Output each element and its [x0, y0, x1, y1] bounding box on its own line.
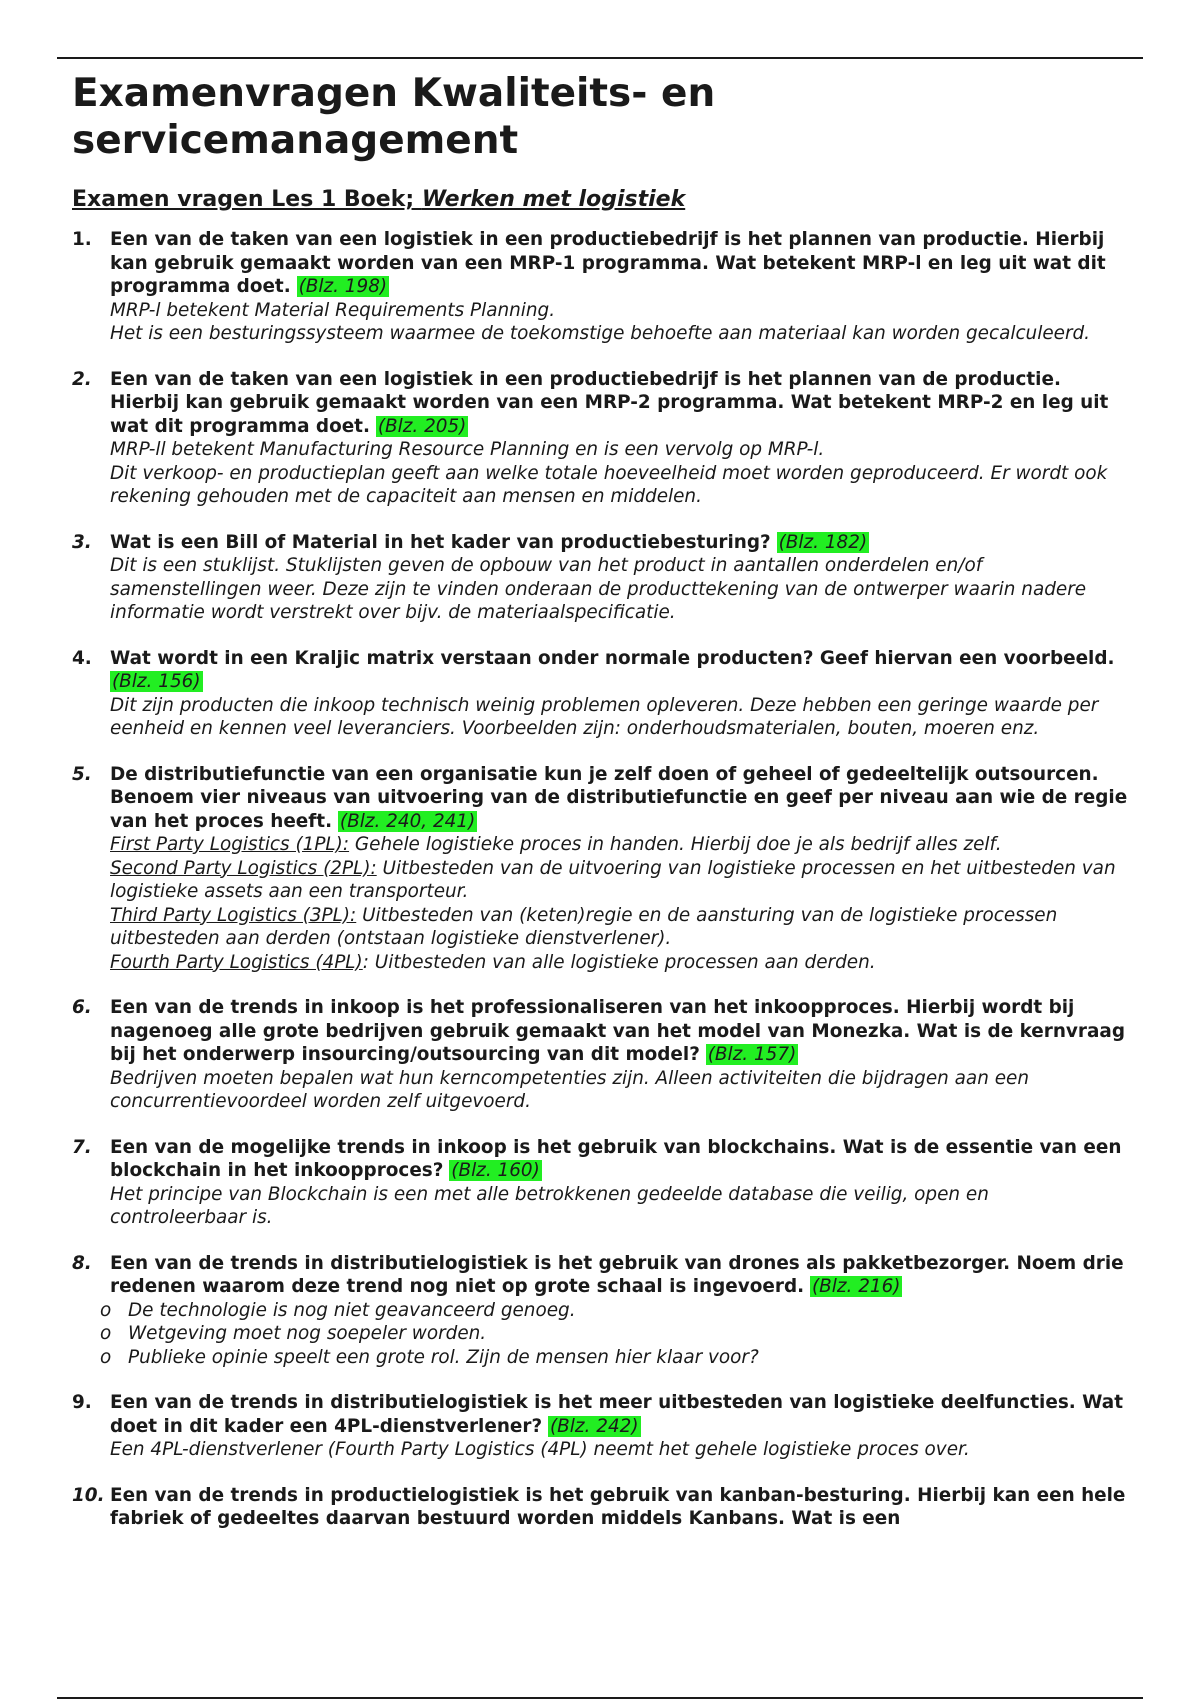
page-title: Examenvragen Kwaliteits- en servicemanagement	[72, 71, 716, 163]
question-7	[72, 1136, 1128, 1230]
question-text: De distributiefunctie van een organisatie kun je zelf doen of geheel of gedeeltelijk outsourcen. Benoem vier niveaus van uitvoering van de distributiefunctie en geef per niveau aan wie de regie van het proces heeft.	[110, 763, 1128, 832]
page-reference: (Blz. 216)	[811, 1276, 901, 1297]
list-item: o Publieke opinie speelt een grote rol. Zijn de mensen hier klaar voor?	[100, 1346, 759, 1368]
document-page	[72, 70, 1128, 1553]
question-text: Een van de trends in inkoop is het professionaliseren van het inkoopproces. Hierbij wordt bij nagenoeg alle grote bedrijven gebruik gemaakt van het model van Monezka. Wat is de kernvraag bij het onderwerp insourcing/outsourcing van dit model?	[110, 997, 1125, 1065]
question-2	[72, 368, 1128, 509]
list-item: o De technologie is nog niet geavanceerd genoeg.	[100, 1299, 576, 1321]
question-number: 10.	[72, 1484, 105, 1506]
page-reference: (Blz. 160)	[451, 1160, 540, 1181]
level-label: Third Party Logistics (3PL):	[110, 904, 357, 926]
level-label: Second Party Logistics (2PL):	[110, 857, 377, 879]
question-9	[72, 1391, 1128, 1462]
answer-line: Het is een besturingssysteem waarmee de toekomstige behoefte aan materiaal kan worden gecalculeerd.	[110, 323, 1091, 344]
question-text: Wat wordt in een Kraljic matrix verstaan onder normale producten? Geef hiervan een voorbeeld.	[110, 647, 1115, 669]
page-reference: (Blz. 156)	[112, 671, 201, 692]
question-text: Wat is een Bill of Material in het kader van productiebesturing?	[110, 531, 771, 553]
answer-line: Een 4PL-dienstverlener (Fourth Party Logistics (4PL) neemt het gehele logistieke proces over.	[110, 1439, 970, 1460]
question-number: 8.	[72, 1252, 92, 1274]
question-number: 5.	[72, 763, 92, 785]
question-number: 1.	[72, 229, 92, 250]
answer-line: MRP-l betekent Material Requirements Planning.	[110, 299, 556, 321]
question-number: 4.	[72, 647, 92, 669]
bullet-marker: o	[100, 1323, 112, 1344]
answer-line: First Party Logistics (1PL): Gehele logistieke proces in handen. Hierbij doe je als bedrijf alles zelf.	[110, 834, 1002, 855]
question-number: 2.	[72, 368, 92, 390]
question-4	[72, 647, 1128, 741]
question-5	[72, 763, 1128, 975]
question-text: Een van de taken van een logistiek in een productiebedrijf is het plannen van productie. Hierbij kan gebruik gemaakt worden van een MRP-1 programma. Wat betekent MRP-l en leg uit wat dit programma doet.	[110, 229, 1106, 297]
question-number: 7.	[72, 1136, 92, 1158]
answer-line: Fourth Party Logistics (4PL): Uitbesteden van alle logistieke processen aan derden.	[110, 951, 876, 973]
page-reference: (Blz. 157)	[707, 1044, 797, 1065]
level-label: First Party Logistics (1PL):	[110, 834, 350, 855]
answer-line: Het principe van Blockchain is een met alle betrokkenen gedeelde database die veilig, open en controleerbaar is.	[110, 1183, 989, 1228]
page-reference: (Blz. 182)	[778, 531, 868, 553]
question-1	[72, 228, 1128, 346]
bullet-marker: o	[100, 1299, 112, 1321]
question-text: Een van de trends in productielogistiek is het gebruik van kanban-besturing. Hierbij kan een hele fabriek of gedeeltes daarvan bestuurd worden middels Kanbans. Wat is een	[110, 1484, 1126, 1529]
page-reference: (Blz. 205)	[377, 415, 467, 437]
question-text: Een van de taken van een logistiek in een productiebedrijf is het plannen van de productie. Hierbij kan gebruik gemaakt worden van een MRP-2 programma. Wat betekent MRP-2 en leg uit wat dit programma doet.	[110, 368, 1109, 437]
page-reference: (Blz. 242)	[550, 1415, 639, 1437]
section-subtitle: Examen vragen Les 1 Boek; Werken met logistiek	[72, 187, 686, 212]
question-10	[72, 1484, 1128, 1531]
top-rule	[57, 57, 1143, 59]
answer-line: Second Party Logistics (2PL): Uitbesteden van de uitvoering van logistieke processen en het uitbesteden van logistieke assets aan een transporteur.	[110, 857, 1116, 902]
list-item: o Wetgeving moet nog soepeler worden.	[100, 1323, 487, 1344]
question-number: 9.	[72, 1392, 92, 1413]
question-3	[72, 531, 1128, 625]
question-text: Een van de trends in distributielogistiek is het meer uitbesteden van logistieke deelfuncties. Wat doet in dit kader een 4PL-dienstverlener?	[110, 1392, 1123, 1437]
answer-line: Third Party Logistics (3PL): Uitbesteden van (keten)regie en de aansturing van de logistieke processen uitbesteden aan derden (ontstaan logistieke dienstverlener).	[110, 904, 1058, 949]
bottom-rule	[57, 1697, 1143, 1699]
question-text: Een van de mogelijke trends in inkoop is het gebruik van blockchains. Wat is de essentie van een blockchain in het inkoopproces?	[110, 1136, 1122, 1181]
answer-line: Dit zijn producten die inkoop technisch weinig problemen opleveren. Deze hebben een geringe waarde per eenheid en kennen veel leveranciers. Voorbeelden zijn: onderhoudsmaterialen, bouten, moeren enz.	[110, 694, 1099, 739]
answer-line: Bedrijven moeten bepalen wat hun kerncompetenties zijn. Alleen activiteiten die bijdragen aan een concurrentievoordeel worden zelf uitgevoerd.	[110, 1067, 1029, 1112]
page-reference: (Blz. 198)	[298, 276, 388, 297]
question-number: 6.	[72, 997, 92, 1018]
bullet-marker: o	[100, 1346, 112, 1368]
question-number: 3.	[72, 531, 92, 553]
bullet-list	[100, 1299, 1128, 1370]
book-title: Werken met logistiek	[421, 187, 686, 212]
level-label: Fourth Party Logistics (4PL)	[110, 951, 363, 973]
question-8	[72, 1252, 1128, 1370]
question-text: Een van de trends in distributielogistiek is het gebruik van drones als pakketbezorger. Noem drie redenen waarom deze trend nog niet op grote schaal is ingevoerd.	[110, 1252, 1124, 1297]
page-reference: (Blz. 240, 241)	[339, 810, 476, 832]
question-6	[72, 996, 1128, 1114]
answer-line: Dit verkoop- en productieplan geeft aan welke totale hoeveelheid moet worden geproduceerd. Er wordt ook rekening gehouden met de capaciteit aan mensen en middelen.	[110, 462, 1108, 507]
answer-line: MRP-ll betekent Manufacturing Resource Planning en is een vervolg op MRP-l.	[110, 439, 825, 460]
answer-line: Dit is een stuklijst. Stuklijsten geven de opbouw van het product in aantallen onderdelen en/of samenstellingen weer. Deze zijn te vinden onderaan de producttekening van de ontwerper waarin nadere informatie wordt verstrekt over bijv. de materiaalspecificatie.	[110, 555, 1087, 623]
